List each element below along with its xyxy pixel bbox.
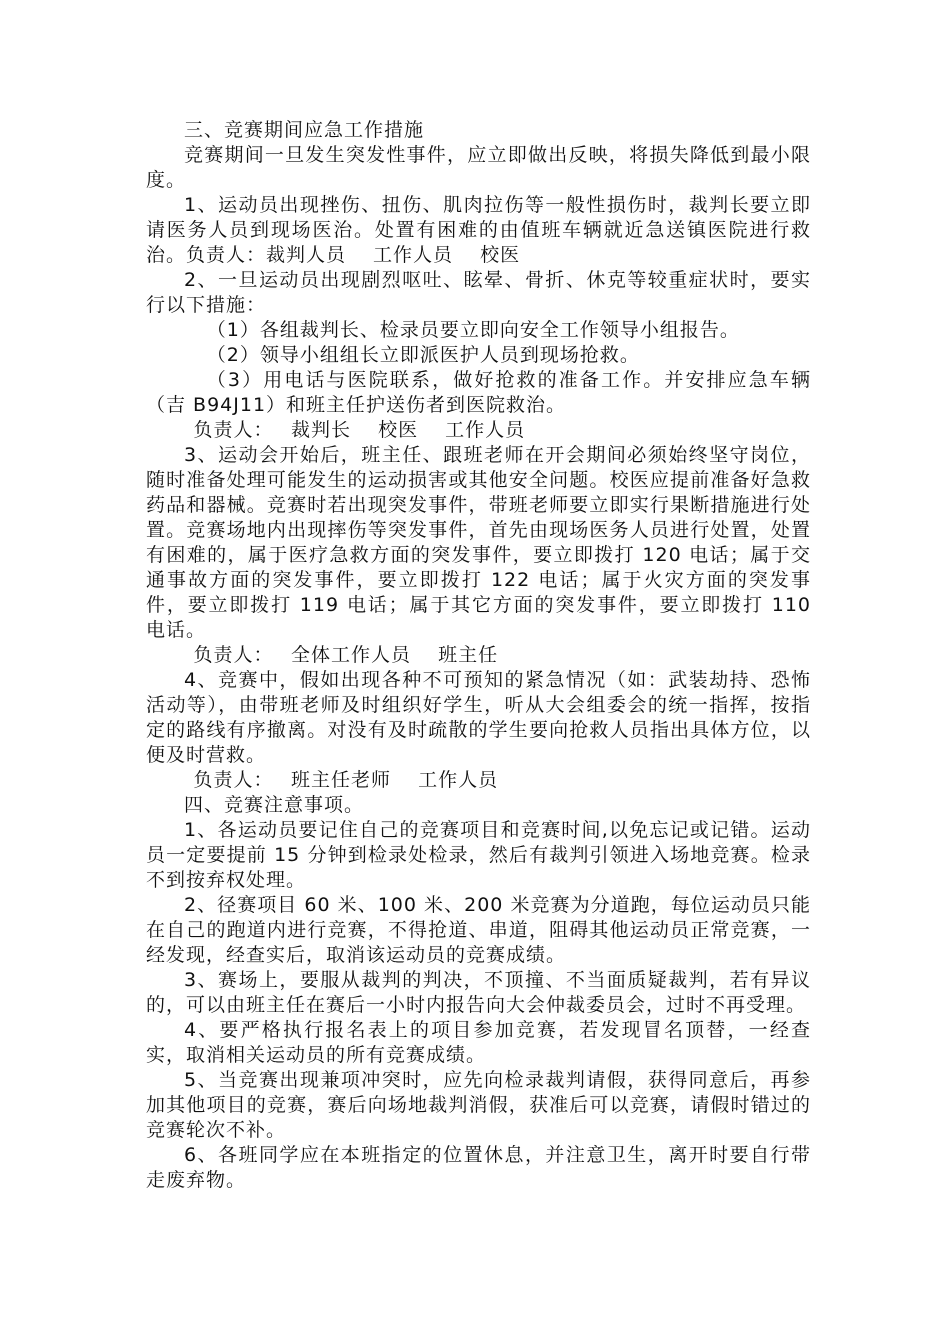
paragraph-measure-1: 1、运动员出现挫伤、扭伤、肌肉拉伤等一般性损伤时，裁判长要立即请医务人员到现场医治。处置有困难的由值班车辆就近急送镇医院进行救治。负责人：裁判人员 工作人员 校医: [146, 194, 811, 266]
paragraph-note-6: 6、各班同学应在本班指定的位置休息，并注意卫生，离开时要自行带走废弃物。: [146, 1144, 811, 1191]
paragraph-note-4: 4、要严格执行报名表上的项目参加竞赛，若发现冒名顶替，一经查实，取消相关运动员的所有竞赛成绩。: [146, 1019, 811, 1066]
paragraph-note-5: 5、当竞赛出现兼项冲突时，应先向检录裁判请假，获得同意后，再参加其他项目的竞赛，赛后向场地裁判消假，获准后可以竞赛，请假时错过的竞赛轮次不补。: [146, 1069, 811, 1141]
paragraph-measure-2: 2、一旦运动员出现剧烈呕吐、眩晕、骨折、休克等较重症状时，要实行以下措施：: [146, 269, 811, 316]
list-item-step-2: （2）领导小组组长立即派医护人员到现场抢救。: [206, 344, 640, 366]
list-item-step-1: （1）各组裁判长、检录员要立即向安全工作领导小组报告。: [206, 319, 740, 341]
paragraph-intro: 竞赛期间一旦发生突发性事件，应立即做出反映，将损失降低到最小限度。: [146, 144, 811, 191]
paragraph-measure-4: 4、竞赛中，假如出现各种不可预知的紧急情况（如：武装劫持、恐怖活动等），由带班老师及时组织好学生，听从大会组委会的统一指挥，按指定的路线有序撤离。对没有及时疏散的学生要向抢救人员指出具体方位，以便及时营救。: [146, 669, 811, 766]
paragraph-note-3: 3、赛场上，要服从裁判的判决，不顶撞、不当面质疑裁判，若有异议的，可以由班主任在赛后一小时内报告向大会仲裁委员会，过时不再受理。: [146, 969, 811, 1016]
paragraph-measure-3: 3、运动会开始后，班主任、跟班老师在开会期间必须始终坚守岗位，随时准备处理可能发生的运动损害或其他安全问题。校医应提前准备好急救药品和器械。竞赛时若出现突发事件，带班老师要立即实行果断措施进行处置。竞赛场地内出现摔伤等突发事件，首先由现场医务人员进行处置，处置有困难的，属于医疗急救方面的突发事件，要立即拨打 120 电话；属于交通事故方面的突发事件，要立即拨打 122 电话；属于火灾方面的突发事件，要立即拨打 119 电话；属于其它方面的突发事件，要立即拨打 110 电话。: [146, 444, 811, 641]
responsible-line-1: 负责人： 裁判长 校医 工作人员: [193, 419, 526, 441]
list-item-step-3: （3）用电话与医院联系，做好抢救的准备工作。并安排应急车辆（吉 B94J11）和班主任护送伤者到医院救治。: [146, 369, 811, 416]
responsible-line-3: 负责人： 班主任老师 工作人员: [193, 769, 499, 791]
paragraph-note-2: 2、径赛项目 60 米、100 米、200 米竞赛为分道跑，每位运动员只能在自己的跑道内进行竞赛，不得抢道、串道，阻碍其他运动员正常竞赛，一经发现，经查实后，取消该运动员的竞赛成绩。: [146, 894, 811, 966]
responsible-line-2: 负责人： 全体工作人员 班主任: [193, 644, 499, 666]
section-heading-emergency-measures: 三、竞赛期间应急工作措施: [184, 119, 425, 141]
document-page: [146, 118, 811, 1193]
section-heading-notes: 四、竞赛注意事项。: [184, 794, 365, 816]
paragraph-note-1: 1、各运动员要记住自己的竞赛项目和竞赛时间,以免忘记或记错。运动员一定要提前 15 分钟到检录处检录，然后有裁判引领进入场地竞赛。检录不到按弃权处理。: [146, 819, 811, 891]
